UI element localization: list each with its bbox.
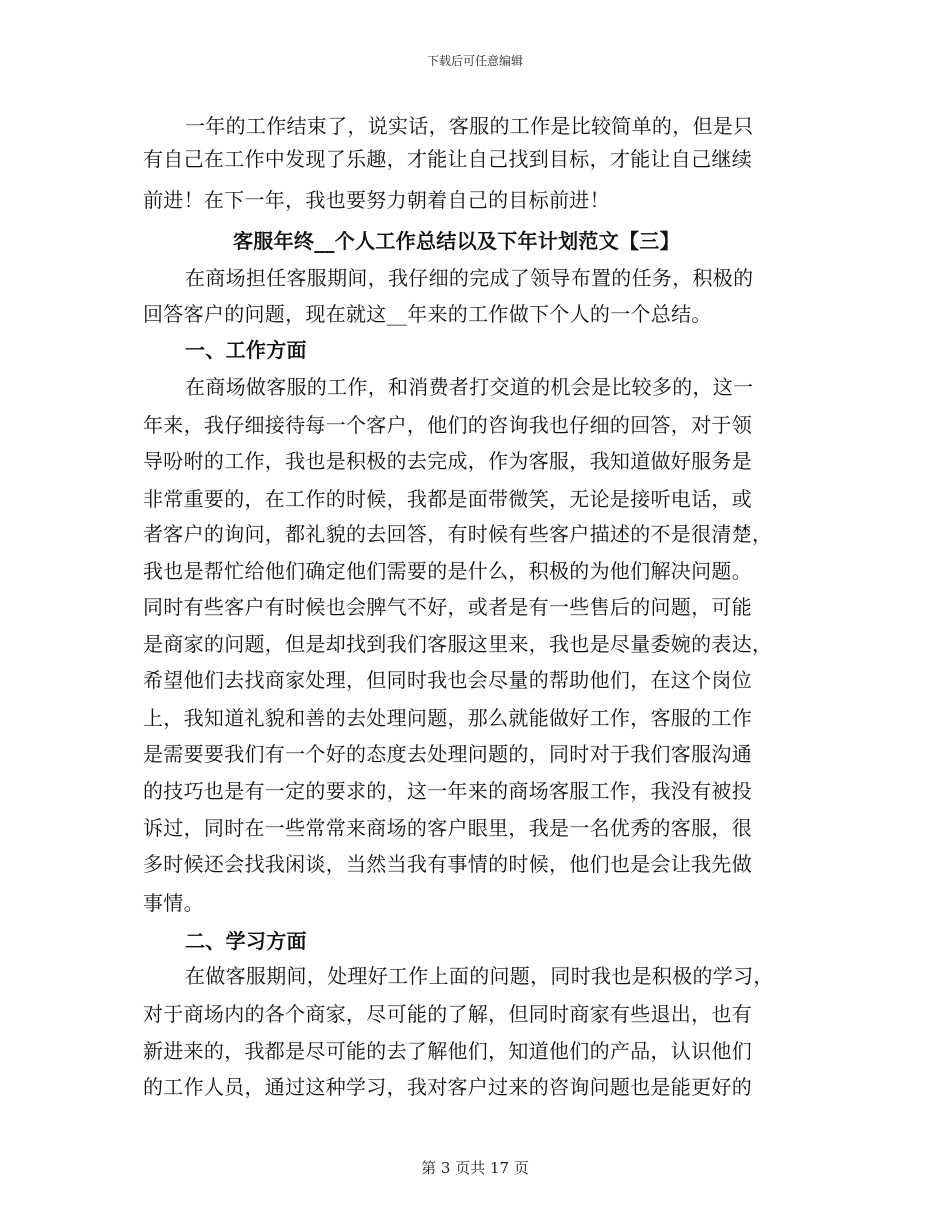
page-header-note: 下载后可任意编辑	[426, 54, 523, 68]
paragraph-line: 诉过，同时在一些常常来商场的客户眼里，我是一名优秀的客服，很	[143, 816, 752, 840]
paragraph-line: 者客户的询问，都礼貌的去回答，有时候有些客户描述的不是很清楚，	[143, 522, 773, 546]
paragraph-line: 是需要要我们有一个好的态度去处理问题的，同时对于我们客服沟通	[143, 742, 752, 766]
paragraph-line: 多时候还会找我闲谈，当然当我有事情的时候，他们也是会让我先做	[143, 852, 752, 876]
paragraph-line: 导吩咐的工作，我也是积极的去完成，作为客服，我知道做好服务是	[143, 449, 752, 473]
paragraph-line: 的工作人员，通过这种学习，我对客户过来的咨询问题也是能更好的	[143, 1075, 752, 1099]
paragraph-line: 对于商场内的各个商家，尽可能的了解，但同时商家有些退出，也有	[143, 1002, 752, 1026]
page-footer-number: 第 3 页共 17 页	[421, 1159, 529, 1177]
paragraph-line: 的技巧也是有一定的要求的，这一年来的商场客服工作，我没有被投	[143, 779, 752, 803]
paragraph-line: 非常重要的，在工作的时候，我都是面带微笑，无论是接听电话，或	[143, 487, 752, 511]
paragraph-line: 一年的工作结束了，说实话，客服的工作是比较简单的，但是只	[185, 114, 754, 138]
paragraph-line: 在商场担任客服期间，我仔细的完成了领导布置的任务，积极的	[185, 266, 754, 290]
paragraph-line: 有自己在工作中发现了乐趣，才能让自己找到目标，才能让自己继续	[143, 147, 752, 171]
section-title: 客服年终__个人工作总结以及下年计划范文【三】	[233, 229, 680, 253]
paragraph-line: 上，我知道礼貌和善的去处理问题，那么就能做好工作，客服的工作	[143, 706, 752, 730]
paragraph-line: 我也是帮忙给他们确定他们需要的是什么，积极的为他们解决问题。	[143, 559, 752, 583]
paragraph-line: 在商场做客服的工作，和消费者打交道的机会是比较多的，这一	[185, 375, 754, 399]
paragraph-line: 在做客服期间，处理好工作上面的问题，同时我也是积极的学习，	[185, 964, 774, 988]
paragraph-line: 回答客户的问题，现在就这__年来的工作做下个人的一个总结。	[143, 302, 712, 326]
paragraph-line: 同时有些客户有时候也会脾气不好，或者是有一些售后的问题，可能	[143, 595, 752, 619]
paragraph-line: 年来，我仔细接待每一个客户，他们的咨询我也仔细的回答，对于领	[143, 413, 752, 437]
paragraph-line: 新进来的，我都是尽可能的去了解他们，知道他们的产品，认识他们	[143, 1039, 752, 1063]
paragraph-line: 前进！在下一年，我也要努力朝着自己的目标前进！	[143, 188, 610, 212]
paragraph-line: 是商家的问题，但是却找到我们客服这里来，我也是尽量委婉的表达，	[143, 632, 773, 656]
section-heading: 一、工作方面	[185, 338, 307, 362]
paragraph-line: 事情。	[143, 891, 204, 915]
paragraph-line: 希望他们去找商家处理，但同时我也会尽量的帮助他们，在这个岗位	[143, 668, 752, 692]
section-heading: 二、学习方面	[185, 929, 307, 953]
